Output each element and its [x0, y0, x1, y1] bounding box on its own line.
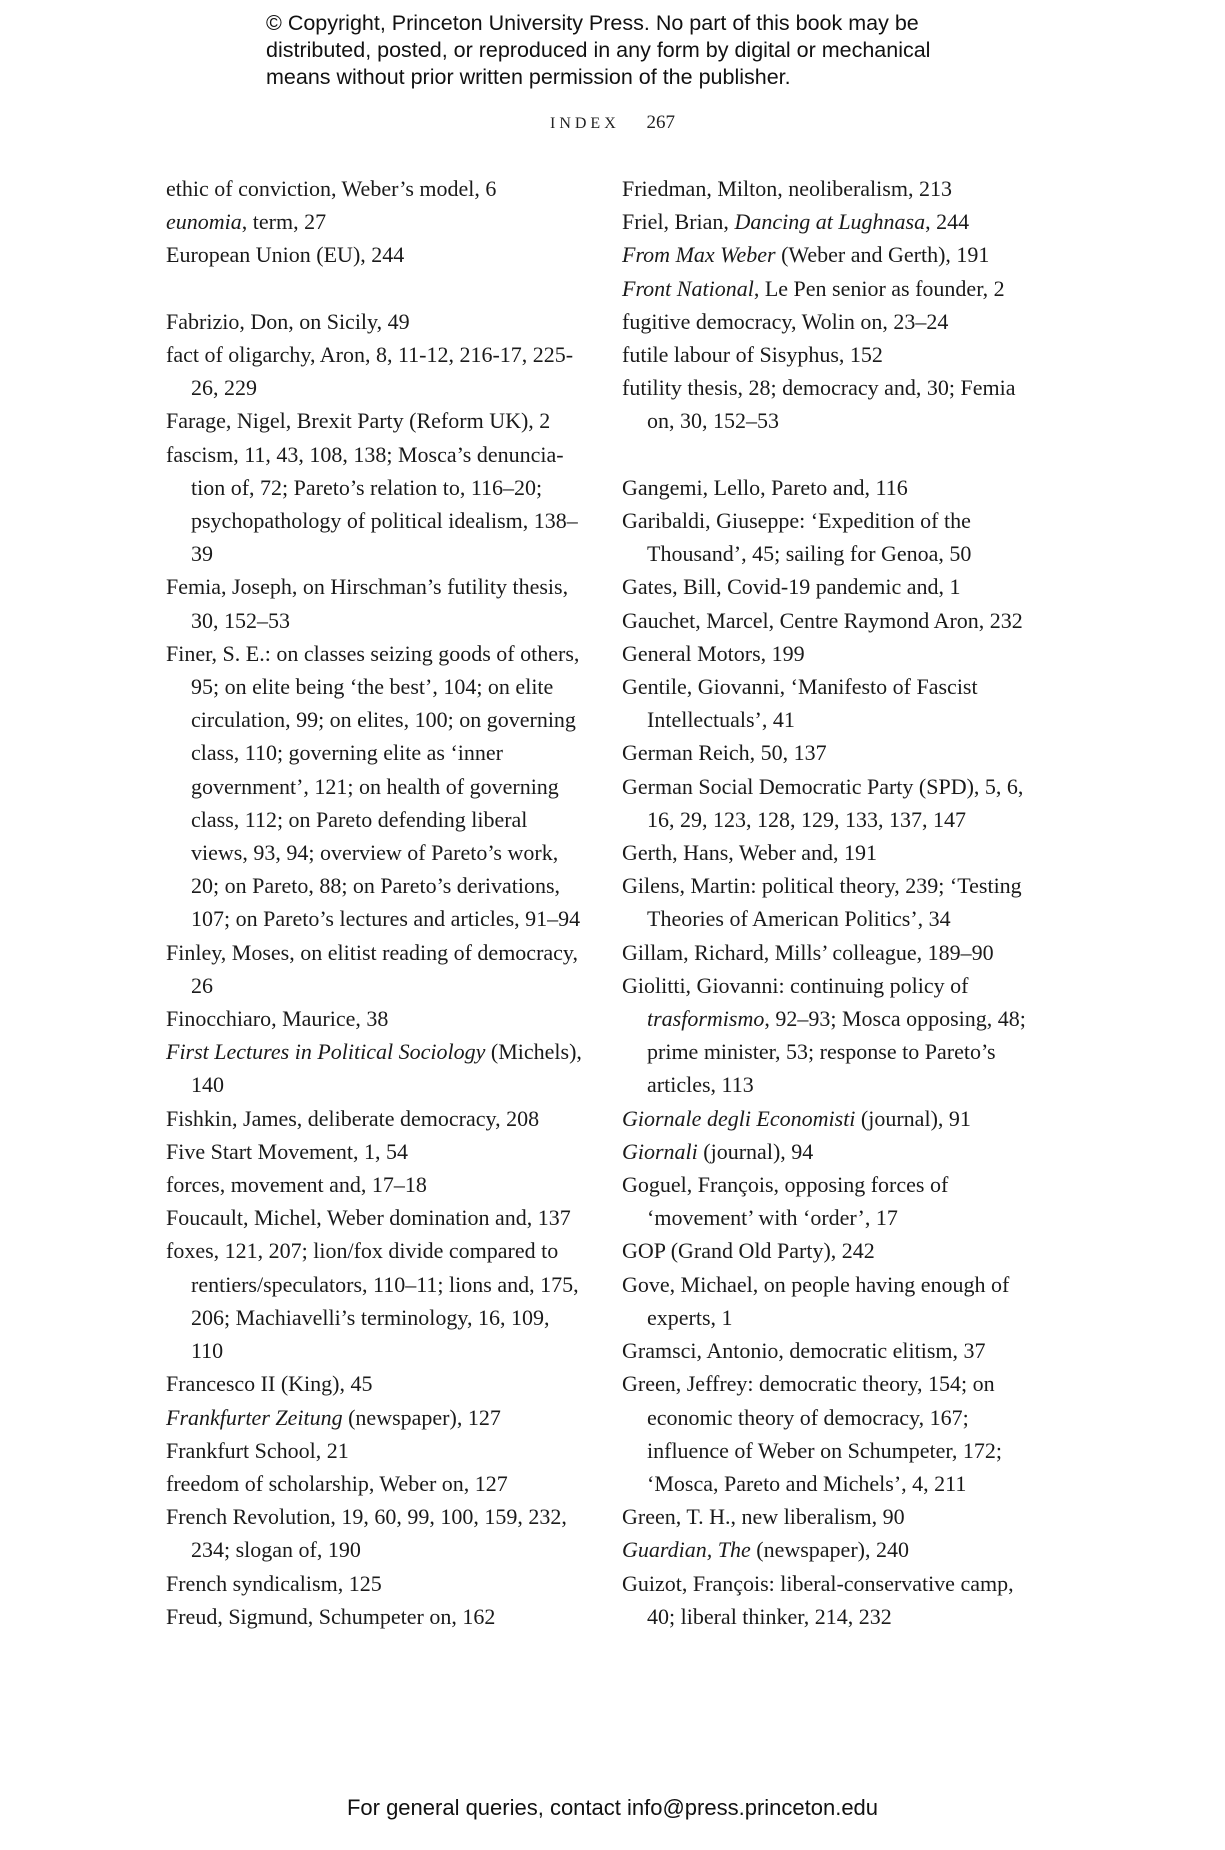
index-entry-italic-text: eunomia	[166, 209, 242, 235]
index-entry	[166, 172, 586, 205]
index-entry-text: Friedman, Milton, neoliberalism, 213	[622, 176, 952, 201]
index-entry-text: General Motors, 199	[622, 640, 805, 666]
index-entry-text: forces, movement and, 17–18	[166, 1172, 427, 1198]
index-entry	[166, 570, 586, 636]
index-entry-text: (journal), 91	[855, 1105, 971, 1131]
running-head-label: INDEX	[549, 115, 620, 132]
index-entry-italic-text: Frankfurter Zeitung	[166, 1404, 343, 1430]
index-entry	[622, 172, 1042, 205]
index-entry-text: (journal), 94	[697, 1138, 814, 1164]
index-entry	[622, 1567, 1042, 1633]
index-entry-text: (newspaper), 127	[342, 1404, 501, 1430]
index-entry-text: foxes, 121, 207; lion/fox divide compared to rentiers/speculators, 110–11; lions and, 175, 206; Machiavelli’s terminology, 16, 109, 110	[166, 1238, 579, 1364]
index-entry-text: Giolitti, Giovanni: continuing policy of	[622, 972, 969, 998]
index-entry-text: ethic of conviction, Weber’s model, 6	[166, 176, 497, 201]
index-entry-italic-text: Giornale degli Economisti	[622, 1105, 856, 1131]
index-column-left	[166, 172, 586, 1633]
index-entry	[166, 205, 586, 238]
index-entry-text: Green, T. H., new liberalism, 90	[622, 1504, 905, 1530]
copyright-line: means without prior written permission of the publisher.	[266, 65, 791, 89]
index-entry	[166, 338, 586, 404]
index-entry-text: futile labour of Sisyphus, 152	[622, 342, 883, 368]
index-entry	[622, 272, 1042, 305]
running-head	[0, 112, 1225, 134]
index-entry-text: Fabrizio, Don, on Sicily, 49	[166, 308, 410, 334]
index-entry-text: Goguel, François, opposing forces of ‘movement’ with ‘order’, 17	[622, 1172, 949, 1231]
footer-contact: For general queries, contact info@press.princeton.edu	[346, 1795, 879, 1820]
index-entry-text: Garibaldi, Giuseppe: ‘Expedition of the Thousand’, 45; sailing for Genoa, 50	[622, 508, 972, 567]
index-entry	[166, 1567, 586, 1600]
index-entry-text: Finley, Moses, on elitist reading of democracy, 26	[166, 939, 578, 998]
index-entry	[622, 504, 1042, 570]
index-entry	[622, 770, 1042, 836]
index-entry-italic-text: Front National	[622, 275, 754, 301]
index-entry	[622, 371, 1042, 437]
index-entry	[166, 404, 586, 437]
index-entry-text: Gates, Bill, Covid-19 pandemic and, 1	[622, 574, 961, 600]
index-entry	[166, 1234, 586, 1367]
index-entry-text: (newspaper), 240	[750, 1537, 909, 1563]
page-number: 267	[646, 112, 675, 133]
index-entry-text: Gove, Michael, on people having enough of experts, 1	[622, 1271, 1010, 1330]
index-entry	[622, 670, 1042, 736]
index-entry-text: fact of oligarchy, Aron, 8, 11-12, 216-17, 225-26, 229	[166, 342, 574, 401]
index-entry	[166, 438, 586, 571]
index-entry-italic-text: First Lectures in Political Sociology	[166, 1039, 486, 1065]
copyright-line: © Copyright, Princeton University Press. No part of this book may be	[266, 11, 919, 35]
index-entry	[622, 471, 1042, 504]
index-entry	[166, 1035, 586, 1101]
index-entry	[622, 936, 1042, 969]
index-entry-text: German Social Democratic Party (SPD), 5, 6, 16, 29, 123, 128, 129, 133, 137, 147	[622, 773, 1024, 832]
index-entry-text: , 244	[925, 209, 970, 235]
index-entry-text: French syndicalism, 125	[166, 1570, 382, 1596]
index-entry	[622, 570, 1042, 603]
index-entry	[622, 1268, 1042, 1334]
index-entry	[166, 1401, 586, 1434]
index-entry-text: French Revolution, 19, 60, 99, 100, 159, 232, 234; slogan of, 190	[166, 1504, 567, 1563]
index-entry-text: fugitive democracy, Wolin on, 23–24	[622, 308, 949, 334]
index-entry	[166, 1367, 586, 1400]
index-entry	[166, 1002, 586, 1035]
index-entry-text: Five Start Movement, 1, 54	[166, 1138, 408, 1164]
index-entry-text: Gillam, Richard, Mills’ colleague, 189–90	[622, 939, 994, 965]
copyright-notice	[266, 10, 1026, 91]
index-entry	[166, 1135, 586, 1168]
index-entry	[166, 1201, 586, 1234]
index-entry-text: Femia, Joseph, on Hirschman’s futility thesis, 30, 152–53	[166, 574, 569, 633]
index-entry-text: Guizot, François: liberal-conservative camp, 40; liberal thinker, 214, 232	[622, 1570, 1014, 1629]
index-entry-text: (Michels), 140	[191, 1039, 582, 1098]
index-entry	[166, 1434, 586, 1467]
index-entry	[622, 969, 1042, 1102]
index-entry-text: Farage, Nigel, Brexit Party (Reform UK), 2	[166, 408, 551, 434]
index-entry-text: Gentile, Giovanni, ‘Manifesto of Fascist Intellectuals’, 41	[622, 674, 978, 733]
index-entry	[622, 1500, 1042, 1533]
index-entry-text: Gilens, Martin: political theory, 239; ‘Testing Theories of American Politics’, 34	[622, 873, 1022, 932]
index-entry-text: Gramsci, Antonio, democratic elitism, 37	[622, 1338, 986, 1364]
index-entry-text: Gauchet, Marcel, Centre Raymond Aron, 232	[622, 607, 1023, 633]
index-entry	[622, 604, 1042, 637]
index-entry-text: futility thesis, 28; democracy and, 30; Femia on, 30, 152–53	[622, 375, 1016, 434]
index-entry-text: , term, 27	[241, 209, 327, 235]
index-entry	[166, 305, 586, 338]
index-entry-text: GOP (Grand Old Party), 242	[622, 1238, 875, 1264]
index-entry-text: Frankfurt School, 21	[166, 1437, 349, 1463]
index-entry-text: Green, Jeffrey: democratic theory, 154; on economic theory of democracy, 167; influence of Weber on Schumpeter, 172; ‘Mosca, Pareto and Michels’, 4, 211	[622, 1371, 1002, 1496]
index-entry	[622, 1102, 1042, 1135]
index-entry	[166, 1467, 586, 1500]
index-entry	[622, 1168, 1042, 1234]
index-column-right	[622, 172, 1042, 1633]
index-entry	[622, 869, 1042, 935]
index-entry	[166, 1600, 586, 1633]
index-entry-text: , Le Pen senior as founder, 2	[753, 275, 1005, 301]
index-entry-italic-text: From Max Weber	[622, 242, 776, 268]
index-entry-italic-text: Giornali	[622, 1138, 698, 1164]
index-entry-text: German Reich, 50, 137	[622, 740, 827, 766]
index-entry	[622, 1533, 1042, 1566]
index-entry-text: Finocchiaro, Maurice, 38	[166, 1006, 389, 1032]
index-entry	[622, 205, 1042, 238]
index-entry	[166, 637, 586, 936]
index-entry-text: Fishkin, James, deliberate democracy, 208	[166, 1105, 540, 1131]
index-entry-italic-text: trasformismo	[647, 1006, 765, 1032]
index-entry	[622, 338, 1042, 371]
index-entry-text: Friel, Brian,	[622, 209, 735, 235]
index-entry-italic-text: Guardian, The	[622, 1537, 751, 1563]
index-entry-text: fascism, 11, 43, 108, 138; Mosca’s denuncia-tion of, 72; Pareto’s relation to, 116–20; psychopathology of political idealism, 138–39	[166, 441, 578, 567]
index-entry	[622, 836, 1042, 869]
index-entry-text: Gangemi, Lello, Pareto and, 116	[622, 474, 908, 500]
index-entry-italic-text: Dancing at Lughnasa	[734, 209, 926, 235]
index-entry	[622, 305, 1042, 338]
index-entry-text: Finer, S. E.: on classes seizing goods of others, 95; on elite being ‘the best’, 104; on elite circulation, 99; on elites, 100; on governing class, 110; governing elite as ‘inner government’, 121; on health of governing class, 112; on Pareto defending liberal views, 93, 94; overview of Pareto’s work, 20; on Pareto, 88; on Pareto’s derivations, 107; on Pareto’s lectures and articles, 91–94	[166, 640, 581, 932]
index-entry	[166, 238, 586, 271]
index-entry	[622, 637, 1042, 670]
copyright-line: distributed, posted, or reproduced in any form by digital or mechanical	[266, 38, 931, 62]
index-entry	[622, 736, 1042, 769]
index-entry	[166, 936, 586, 1002]
index-entry	[166, 1500, 586, 1566]
index-entry	[622, 1334, 1042, 1367]
index-entry-text: European Union (EU), 244	[166, 242, 405, 268]
index-entry	[166, 1102, 586, 1135]
index-entry-text: , 92–93; Mosca opposing, 48; prime minister, 53; response to Pareto’s articles, 113	[647, 1006, 1026, 1098]
index-entry	[622, 238, 1042, 271]
index-entry	[622, 1234, 1042, 1267]
index-entry-text: Freud, Sigmund, Schumpeter on, 162	[166, 1603, 496, 1629]
index-entry	[622, 1135, 1042, 1168]
index-entry-text: Francesco II (King), 45	[166, 1371, 373, 1397]
index-entry-text: Foucault, Michel, Weber domination and, 137	[166, 1205, 571, 1231]
index-entry	[166, 1168, 586, 1201]
index-entry-text: freedom of scholarship, Weber on, 127	[166, 1470, 508, 1496]
index-entry-text: Gerth, Hans, Weber and, 191	[622, 840, 878, 866]
index-entry	[622, 1367, 1042, 1500]
index-entry-text: (Weber and Gerth), 191	[775, 242, 990, 268]
